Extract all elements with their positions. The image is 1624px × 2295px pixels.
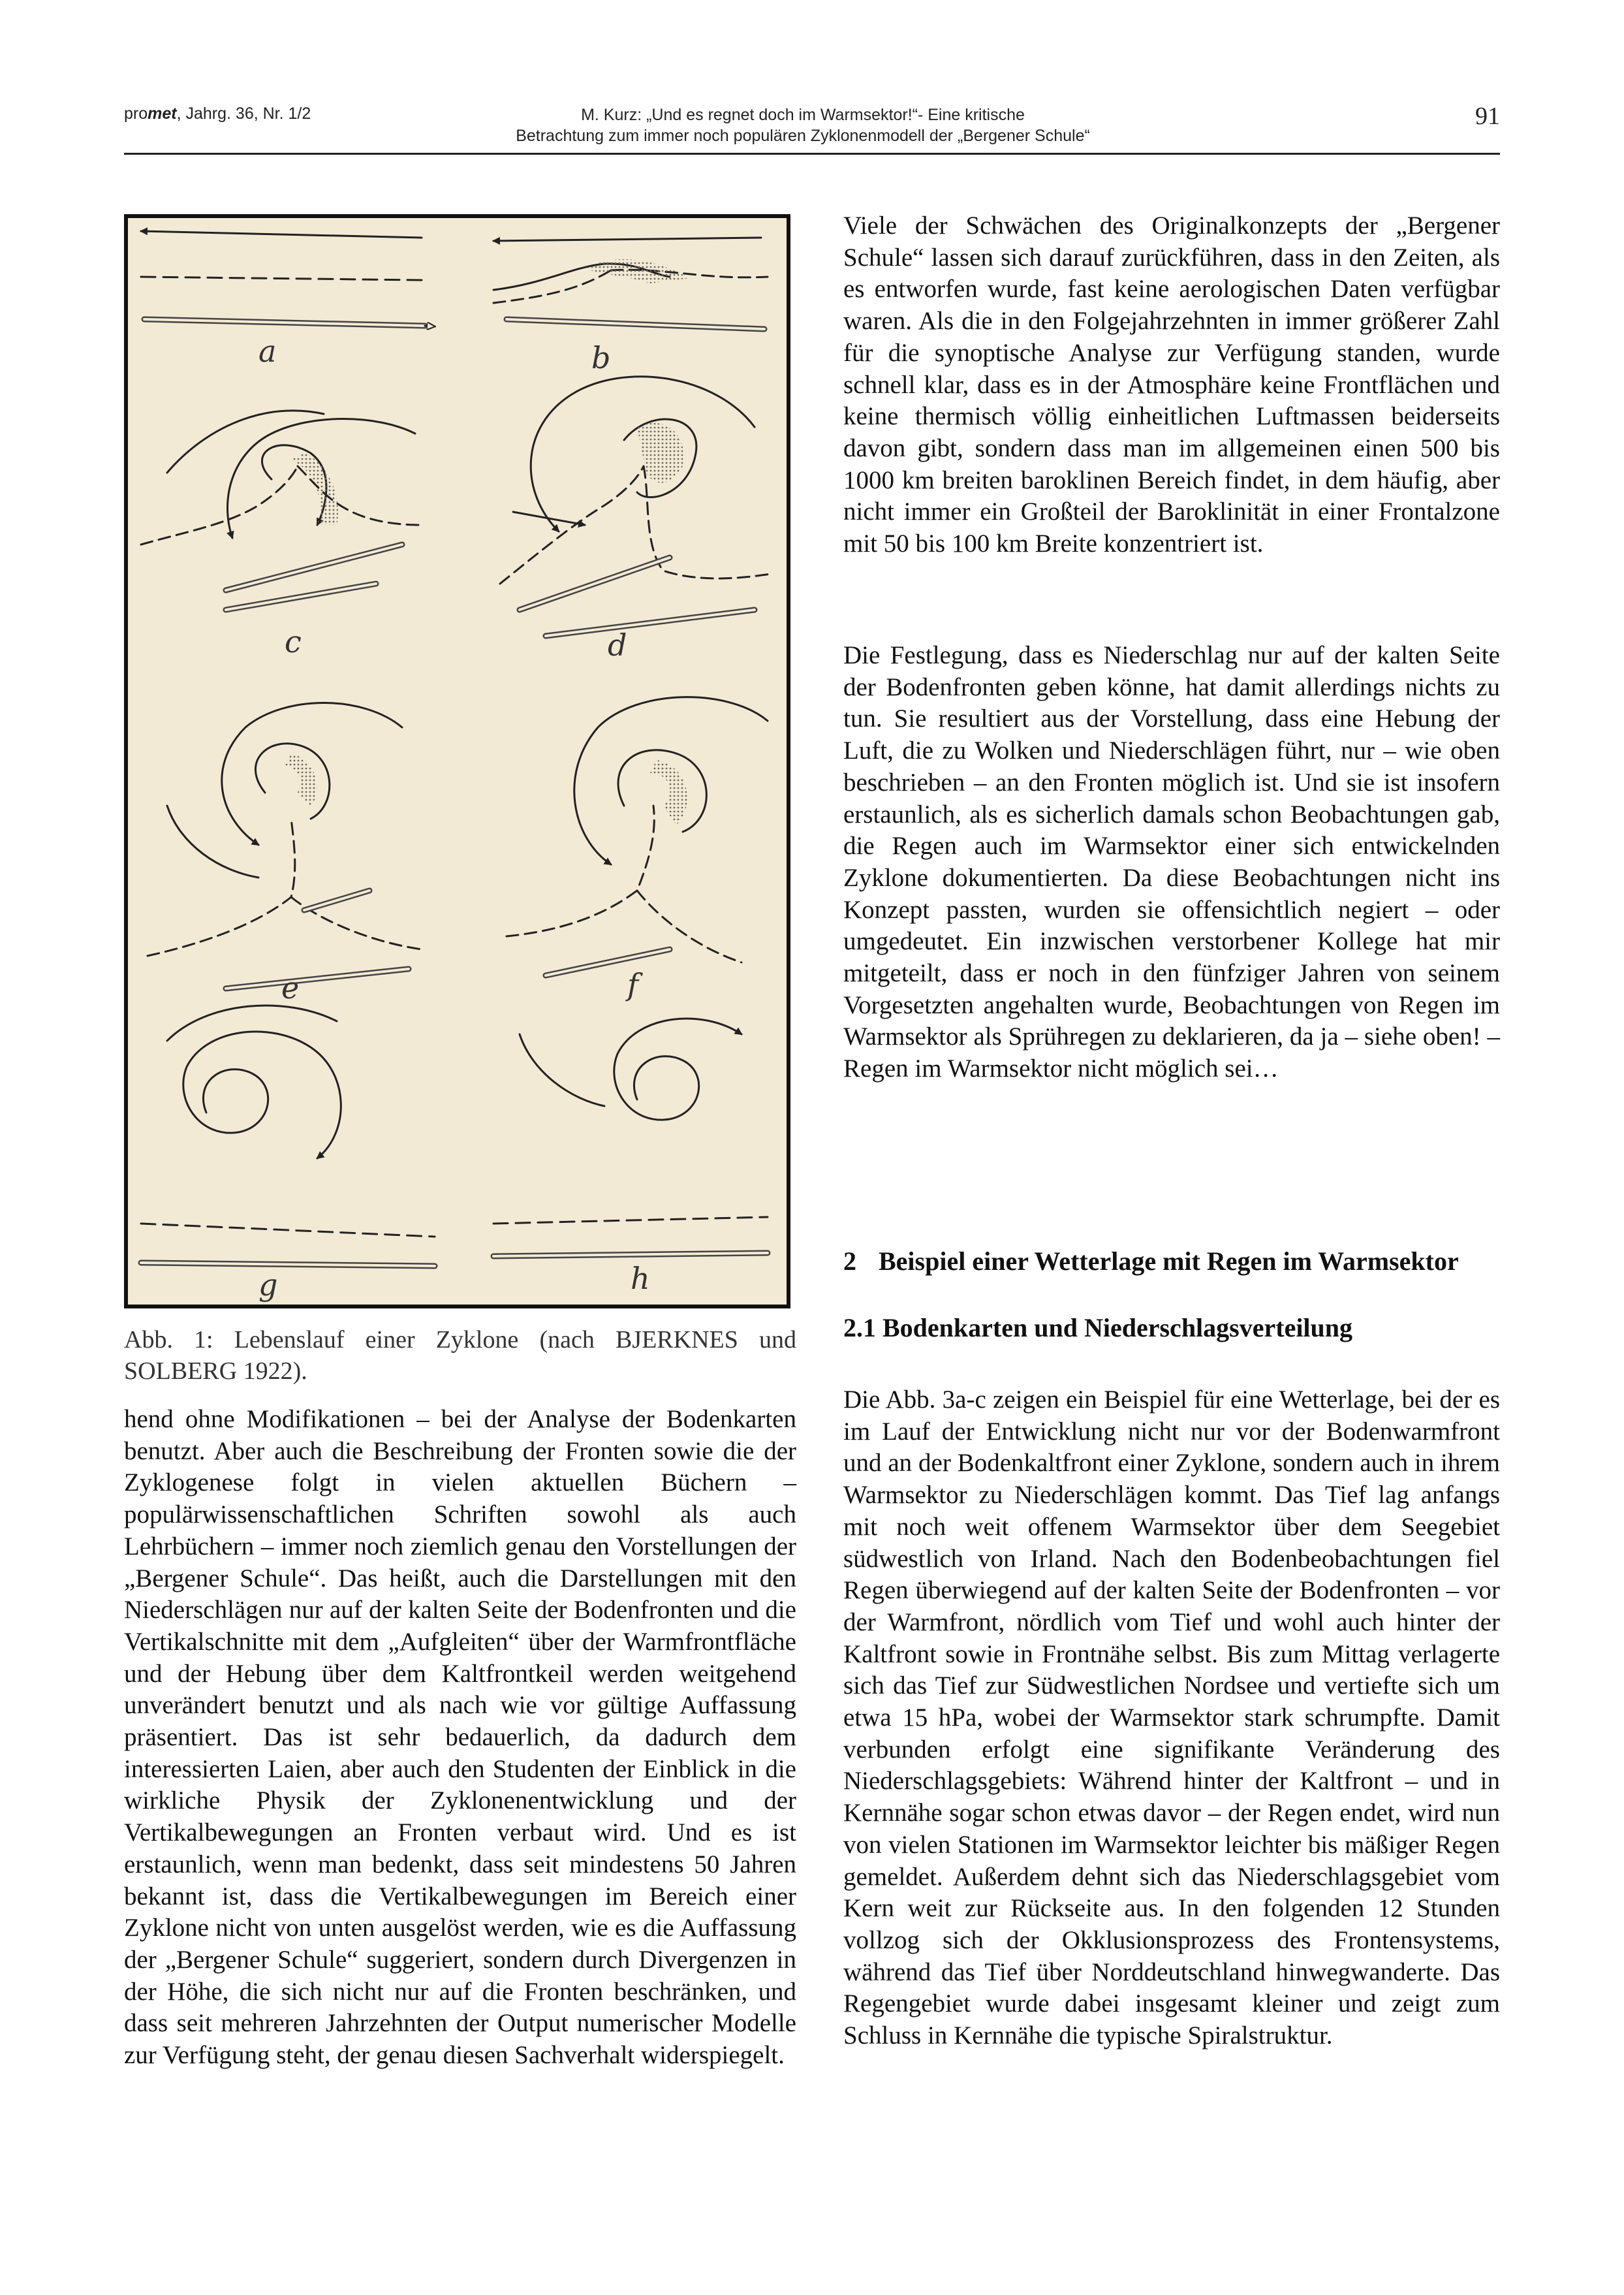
panel-e bbox=[148, 703, 422, 989]
page-number: 91 bbox=[1475, 103, 1500, 130]
left-column-text: hend ohne Modifikationen – bei der Analyse der Bodenkarten benutzt. Aber auch die Beschreibung der Fronten sowie die der Zyklogenese folgt in vielen aktuellen Büchern – populärwissenschaftlichen Schriften sowohl als auch Lehrbüchern – immer noch ziemlich genau den Vorstellungen der „Bergener Schule“. Das heißt, auch die Darstellungen mit den Niederschlägen nur auf der kalten Seite der Bodenfronten und die Vertikalschnitte mit dem „Aufgleiten“ über der Warmfrontfläche und der Hebung über dem Kaltfrontkeil werden weitgehend unverändert benutzt und als nach wie vor gültige Auffassung präsentiert. Das ist sehr bedauerlich, da dadurch dem interessierten Laien, aber auch den Studenten der Einblick in die wirkliche Physik der Zyklonenentwicklung und der Vertikalbewegungen an Fronten verbaut wird. Und es ist erstaunlich, wenn man bedenkt, dass seit mindestens 50 Jahren bekannt ist, dass die Vertikalbewegungen im Bereich einer Zyklone nicht von unten ausgelöst werden, wie es die Auffassung der „Bergener Schule“ suggeriert, sondern durch Divergenzen in der Höhe, die sich nicht nur auf die Fronten beschränken, und dass seit mehreren Jahrzehnten der Output numerischer Modelle zur Verfügung steht, der genau diesen Sachverhalt widerspiegelt. bbox=[124, 1405, 796, 2070]
panel-h bbox=[493, 1019, 768, 1256]
panel-d bbox=[500, 377, 771, 636]
panel-label-h: h bbox=[631, 1261, 650, 1296]
panel-f bbox=[507, 697, 768, 975]
running-title-line1: M. Kurz: „Und es regnet doch im Warmsektor!“- Eine kritische bbox=[581, 106, 1025, 124]
panel-label-a: a bbox=[258, 334, 277, 369]
panel-label-c: c bbox=[285, 624, 302, 659]
figure-caption: Abb. 1: Lebenslauf einer Zyklone (nach BJERKNES und SOLBERG 1922). bbox=[124, 1326, 796, 1385]
panel-label-g: g bbox=[258, 1267, 278, 1303]
running-title-line2: Betrachtung zum immer noch populären Zyklonenmodell der „Bergener Schule“ bbox=[516, 127, 1090, 145]
section-2-title: Beispiel einer Wetterlage mit Regen im Warmsektor bbox=[879, 1246, 1459, 1276]
cyclone-lifecycle-figure bbox=[124, 214, 790, 1308]
section-2-number: 2 bbox=[843, 1246, 856, 1276]
right-paragraph-3: Die Abb. 3a-c zeigen ein Beispiel für eine Wetterlage, bei der es im Lauf der Entwicklung nicht nur vor der Bodenwarmfront und an der Bodenkaltfront einer Zyklone, sondern auch in ihrem Warmsektor zu Niederschlägen kommt. Das Tief lag anfangs mit noch weit offenem Warmsektor über dem Seegebiet südwestlich von Irland. Nach den Bodenbeobachtungen fiel Regen überwiegend auf der kalten Seite der Bodenfronten – vor der Warmfront, nördlich vom Tief und wohl auch hinter der Kaltfront sowie in Frontnähe selbst. Bis zum Mittag verlagerte sich das Tief zur Südwestlichen Nordsee und vertiefte sich um etwa 15 hPa, wobei der Warmsektor stark schrumpfte. Damit verbunden erfolgt eine signifikante Veränderung des Niederschlagsgebiets: Während hinter der Kaltfront – und in Kernnähe sogar schon etwas davor – der Regen endet, wird nun von vielen Stationen im Warmsektor leichter bis mäßiger Regen gemeldet. Außerdem dehnt sich das Niederschlagsgebiet vom Kern weit zur Rückseite aus. In den folgenden 12 Stunden vollzog sich der Okklusionsprozess des Frontensystems, während das Tief über Norddeutschland hinwegwanderte. Das Regengebiet wurde dabei insgesamt kleiner und zeigt zum Schluss in Kernnähe die typische Spiralstruktur. bbox=[843, 1385, 1500, 2050]
panel-label-d: d bbox=[608, 627, 627, 663]
right-paragraph-2: Die Festlegung, dass es Niederschlag nur auf der kalten Seite der Bodenfronten geben könne, hat damit allerdings nichts zu tun. Sie resultiert aus der Vorstellung, dass eine Hebung der Luft, die zu Wolken und Niederschlägen führt, nur – wie oben beschrieben – an den Fronten möglich ist. Und sie ist insofern erstaunlich, als es sicherlich damals schon Beobachtungen gab, die Regen auch im Warmsektor einer sich entwickelnden Zyklone dokumentierten. Da diese Beobachtungen nicht ins Konzept passten, wurden sie offensichtlich negiert – oder umgedeutet. Ein inzwischen verstorbener Kollege hat mir mitgeteilt, dass er noch in den fünfziger Jahren von seinem Vorgesetzten angehalten wurde, Beobachtungen von Regen im Warmsektor als Sprühregen zu deklarieren, da ja – siehe oben! – Regen im Warmsektor nicht möglich sei… bbox=[843, 641, 1500, 1083]
section-2-1-heading: 2.1 Bodenkarten und Niederschlagsverteilung bbox=[843, 1313, 1353, 1342]
running-title bbox=[418, 104, 1188, 146]
panel-g bbox=[141, 1005, 435, 1266]
header-rule bbox=[124, 153, 1500, 155]
right-paragraph-1: Viele der Schwächen des Originalkonzepts der „Bergener Schule“ lassen sich darauf zurückführen, dass in den Zeiten, als es entworfen wurde, fast keine aerologischen Daten verfügbar waren. Als die in den Folgejahrzehnten in immer größerer Zahl für die synoptische Analyse zur Verfügung standen, wurde schnell klar, dass es in der Atmosphäre keine Frontflächen und keine thermisch völlig einheitlichen Luftmassen beiderseits davon gibt, sondern dass man im allgemeinen einen 500 bis 1000 km breiten baroklinen Bereich findet, in dem häufig, aber nicht immer ein Großteil der Baroklinität in einer Frontalzone mit 50 bis 100 km Breite konzentriert ist. bbox=[843, 212, 1500, 558]
panel-label-b: b bbox=[591, 340, 611, 375]
panel-label-e: e bbox=[281, 970, 300, 1005]
figure-drawing bbox=[128, 218, 787, 1305]
panel-c bbox=[141, 411, 422, 610]
section-2-heading bbox=[843, 1246, 1500, 1277]
panel-label-f: f bbox=[627, 967, 639, 1002]
journal-reference: promet, Jahrg. 36, Nr. 1/2 bbox=[124, 104, 311, 123]
panel-b bbox=[493, 238, 768, 329]
panel-a bbox=[141, 231, 435, 326]
